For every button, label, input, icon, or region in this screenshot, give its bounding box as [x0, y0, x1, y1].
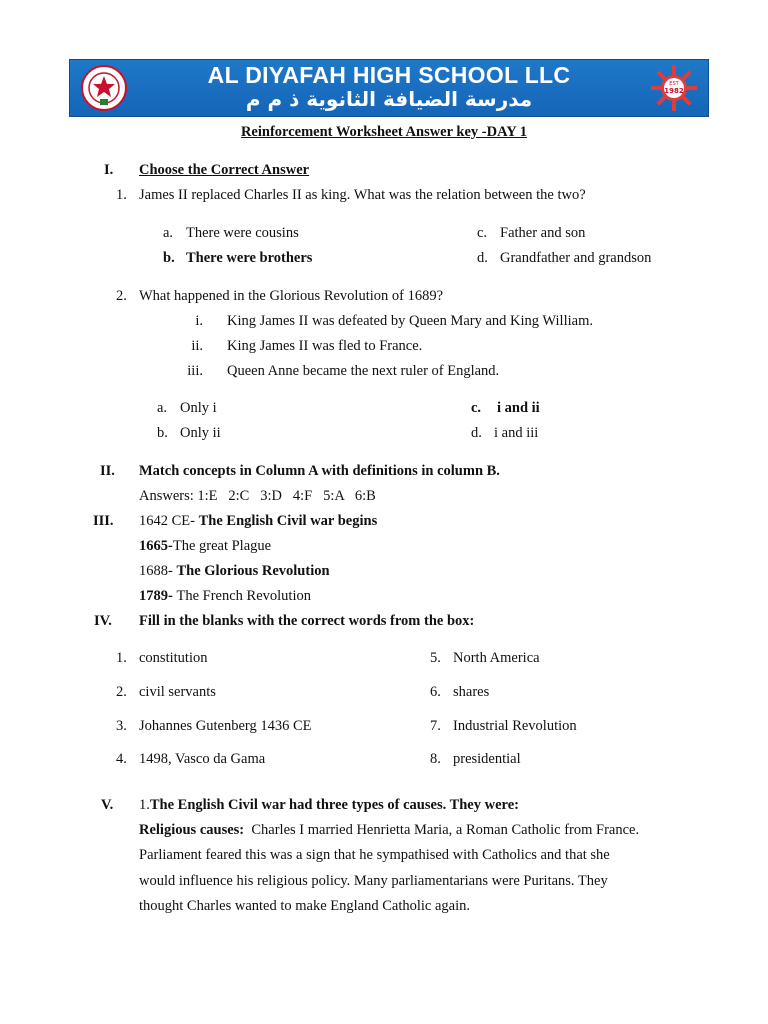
- blank-answer-number: 5.: [430, 650, 441, 666]
- blank-answer: constitution: [139, 650, 208, 666]
- badge-year-text: 1982: [664, 87, 684, 95]
- badge-est-text: EST: [669, 81, 679, 87]
- blank-answer: 1498, Vasco da Gama: [139, 751, 266, 767]
- q2-statement-iii-numeral: iii.: [187, 363, 203, 379]
- blank-answer-number: 3.: [116, 718, 127, 734]
- timeline-event-plague: The great Plague: [172, 538, 272, 554]
- blank-answer: Johannes Gutenberg 1436 CE: [139, 718, 312, 734]
- section-5-question: [139, 797, 519, 814]
- blank-answer-number: 1.: [116, 650, 127, 666]
- q2-statement-i: King James II was defeated by Queen Mary and King William.: [227, 313, 593, 329]
- section-2-numeral: II.: [100, 463, 115, 479]
- religious-causes-text-2: Parliament feared this was a sign that he sympathised with Catholics and that she: [139, 847, 610, 863]
- q2-statement-ii-numeral: ii.: [191, 338, 203, 354]
- timeline-event-french-revolution: The French Revolution: [176, 588, 311, 604]
- q2-option-c-letter: c.: [471, 400, 482, 416]
- q2-option-b: Only ii: [180, 425, 221, 441]
- q1-option-a: There were cousins: [186, 225, 299, 241]
- blank-answer-number: 4.: [116, 751, 127, 767]
- q2-statement-ii: King James II was fled to France.: [227, 338, 423, 354]
- section-4-heading: Fill in the blanks with the correct words from the box:: [139, 613, 475, 629]
- section-5-numeral: V.: [101, 797, 114, 813]
- q1-option-d-letter: d.: [477, 250, 488, 266]
- q1-option-b-correct: There were brothers: [186, 250, 313, 266]
- q1-option-d: Grandfather and grandson: [500, 250, 652, 266]
- section-5-question-text: The English Civil war had three types of causes. They were:: [149, 797, 519, 813]
- timeline-line-2: [139, 538, 271, 555]
- q2-option-a-letter: a.: [157, 400, 168, 416]
- section-3-numeral: III.: [93, 513, 114, 529]
- q1-option-c: Father and son: [500, 225, 586, 241]
- timeline-line-1: [139, 513, 377, 530]
- anniversary-badge-logo: [650, 64, 698, 112]
- blank-answer-number: 7.: [430, 718, 441, 734]
- q2-option-b-letter: b.: [157, 425, 168, 441]
- section-1-heading: Choose the Correct Answer: [139, 162, 310, 178]
- q1-option-a-letter: a.: [163, 225, 174, 241]
- q2-option-d-letter: d.: [471, 425, 482, 441]
- religious-causes-text-1: Charles I married Henrietta Maria, a Roman Catholic from France.: [244, 822, 640, 838]
- q1-option-c-letter: c.: [477, 225, 488, 241]
- timeline-date-1642: 1642 CE-: [139, 513, 199, 529]
- document-title: Reinforcement Worksheet Answer key -DAY 1: [240, 124, 528, 140]
- religious-causes-text-3: would influence his religious policy. Many parliamentarians were Puritans. They: [139, 873, 608, 889]
- blank-answer-number: 6.: [430, 684, 441, 700]
- religious-causes-label: Religious causes:: [139, 822, 245, 838]
- religious-causes-text-4: thought Charles wanted to make England Catholic again.: [139, 898, 471, 914]
- blank-answer-number: 8.: [430, 751, 441, 767]
- question-2-number: 2.: [116, 288, 127, 304]
- blank-answer: Industrial Revolution: [453, 718, 577, 734]
- blank-answer: presidential: [453, 751, 521, 767]
- q2-statement-i-numeral: i.: [195, 313, 203, 329]
- religious-causes-line-1: [139, 822, 639, 839]
- school-header-banner: [69, 59, 709, 117]
- q2-statement-iii: Queen Anne became the next ruler of England.: [227, 363, 500, 379]
- q2-option-a: Only i: [180, 400, 217, 416]
- q2-option-d: i and iii: [494, 425, 539, 441]
- section-1-numeral: I.: [104, 162, 114, 178]
- question-2-text: What happened in the Glorious Revolution of 1689?: [139, 288, 444, 304]
- section-5-question-number: 1.: [139, 797, 150, 813]
- timeline-date-1665: 1665-: [139, 538, 173, 554]
- timeline-line-3: [139, 563, 330, 580]
- timeline-date-1789: 1789-: [139, 588, 177, 604]
- blank-answer: North America: [453, 650, 540, 666]
- question-1-number: 1.: [116, 187, 127, 203]
- blank-answer-number: 2.: [116, 684, 127, 700]
- timeline-line-4: [139, 588, 311, 605]
- timeline-event-civil-war: The English Civil war begins: [198, 513, 378, 529]
- school-name-arabic: مدرسة الضيافة الثانوية ذ م م: [245, 87, 533, 111]
- timeline-date-1688: 1688-: [139, 563, 177, 579]
- q2-option-c-correct: i and ii: [497, 400, 540, 416]
- blank-answer: shares: [453, 684, 490, 700]
- question-1-text: James II replaced Charles II as king. What was the relation between the two?: [139, 187, 586, 203]
- blank-answer: civil servants: [139, 684, 216, 700]
- timeline-event-glorious-revolution: The Glorious Revolution: [176, 563, 330, 579]
- school-name-english: AL DIYAFAH HIGH SCHOOL LLC: [207, 62, 571, 88]
- section-2-answers: Answers: 1:E 2:C 3:D 4:F 5:A 6:B: [139, 488, 376, 504]
- section-4-numeral: IV.: [94, 613, 112, 629]
- q1-option-b-letter: b.: [163, 250, 175, 266]
- section-2-heading: Match concepts in Column A with definitions in column B.: [139, 463, 500, 479]
